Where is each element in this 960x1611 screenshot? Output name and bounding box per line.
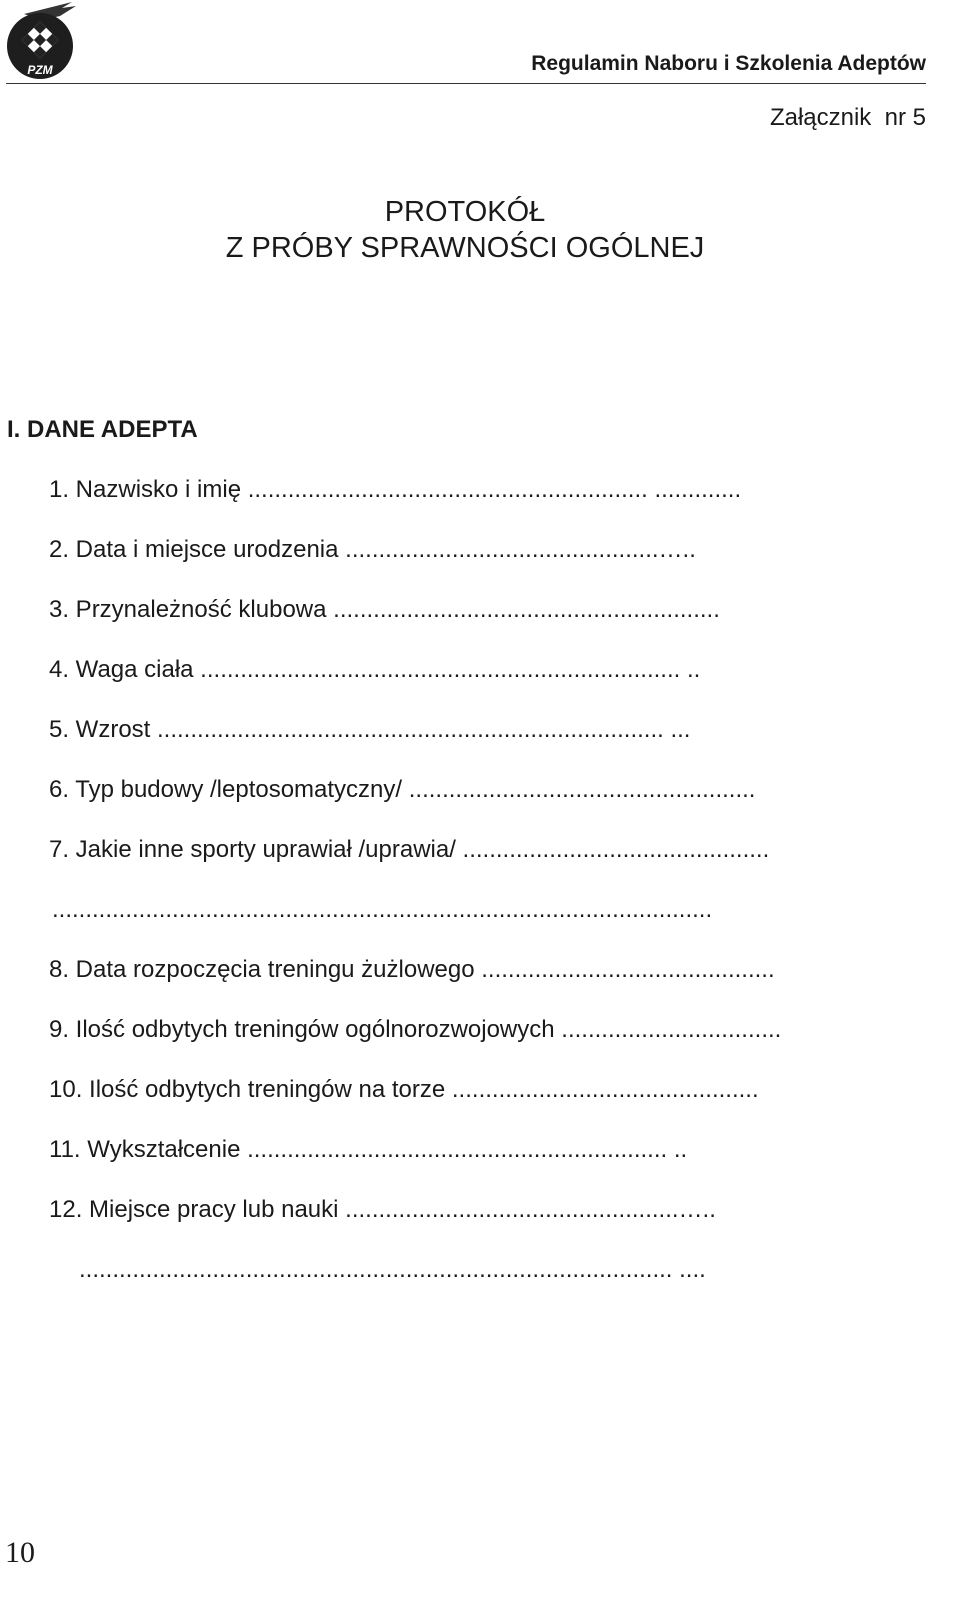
field-height: 5. Wzrost ............................................................................ ... — [49, 716, 691, 743]
field-body-type: 6. Typ budowy /leptosomatyczny/ .................................................... — [49, 776, 756, 803]
field-birth-date-place: 2. Data i miejsce urodzenia ...............................................….. — [49, 536, 696, 563]
field-other-sports: 7. Jakie inne sporty uprawiał /uprawia/ .............................................. — [49, 836, 770, 863]
field-general-trainings-count: 9. Ilość odbytych treningów ogólnorozwojowych ................................. — [49, 1016, 782, 1043]
page-number: 10 — [5, 1536, 35, 1569]
logo-text: PZM — [27, 63, 53, 77]
pzm-logo — [2, 0, 78, 82]
field-body-weight: 4. Waga ciała ........................................................................ .. — [49, 656, 701, 683]
field-work-or-study-place: 12. Miejsce pracy lub nauki ..................................................….. — [49, 1196, 716, 1223]
field-speedway-training-start: 8. Data rozpoczęcia treningu żużlowego ............................................ — [49, 956, 775, 983]
field-track-trainings-count: 10. Ilość odbytych treningów na torze .............................................. — [49, 1076, 759, 1103]
field-other-sports-continuation: ................................................................................................... — [52, 896, 713, 923]
document-subtitle: Z PRÓBY SPRAWNOŚCI OGÓLNEJ — [225, 232, 705, 264]
document-title: PROTOKÓŁ — [384, 196, 546, 228]
section-heading: I. DANE ADEPTA — [7, 416, 198, 443]
header-divider — [6, 83, 926, 84]
field-education: 11. Wykształcenie ............................................................... .. — [49, 1136, 688, 1163]
annex-label: Załącznik nr 5 — [769, 104, 926, 131]
field-work-or-study-continuation: ......................................................................................... .... — [79, 1256, 706, 1283]
header-title: Regulamin Naboru i Szkolenia Adeptów — [531, 52, 926, 75]
field-club-membership: 3. Przynależność klubowa .......................................................... — [49, 596, 720, 623]
field-surname-name: 1. Nazwisko i imię ............................................................ ............. — [49, 476, 742, 503]
fields-list — [49, 475, 869, 1315]
